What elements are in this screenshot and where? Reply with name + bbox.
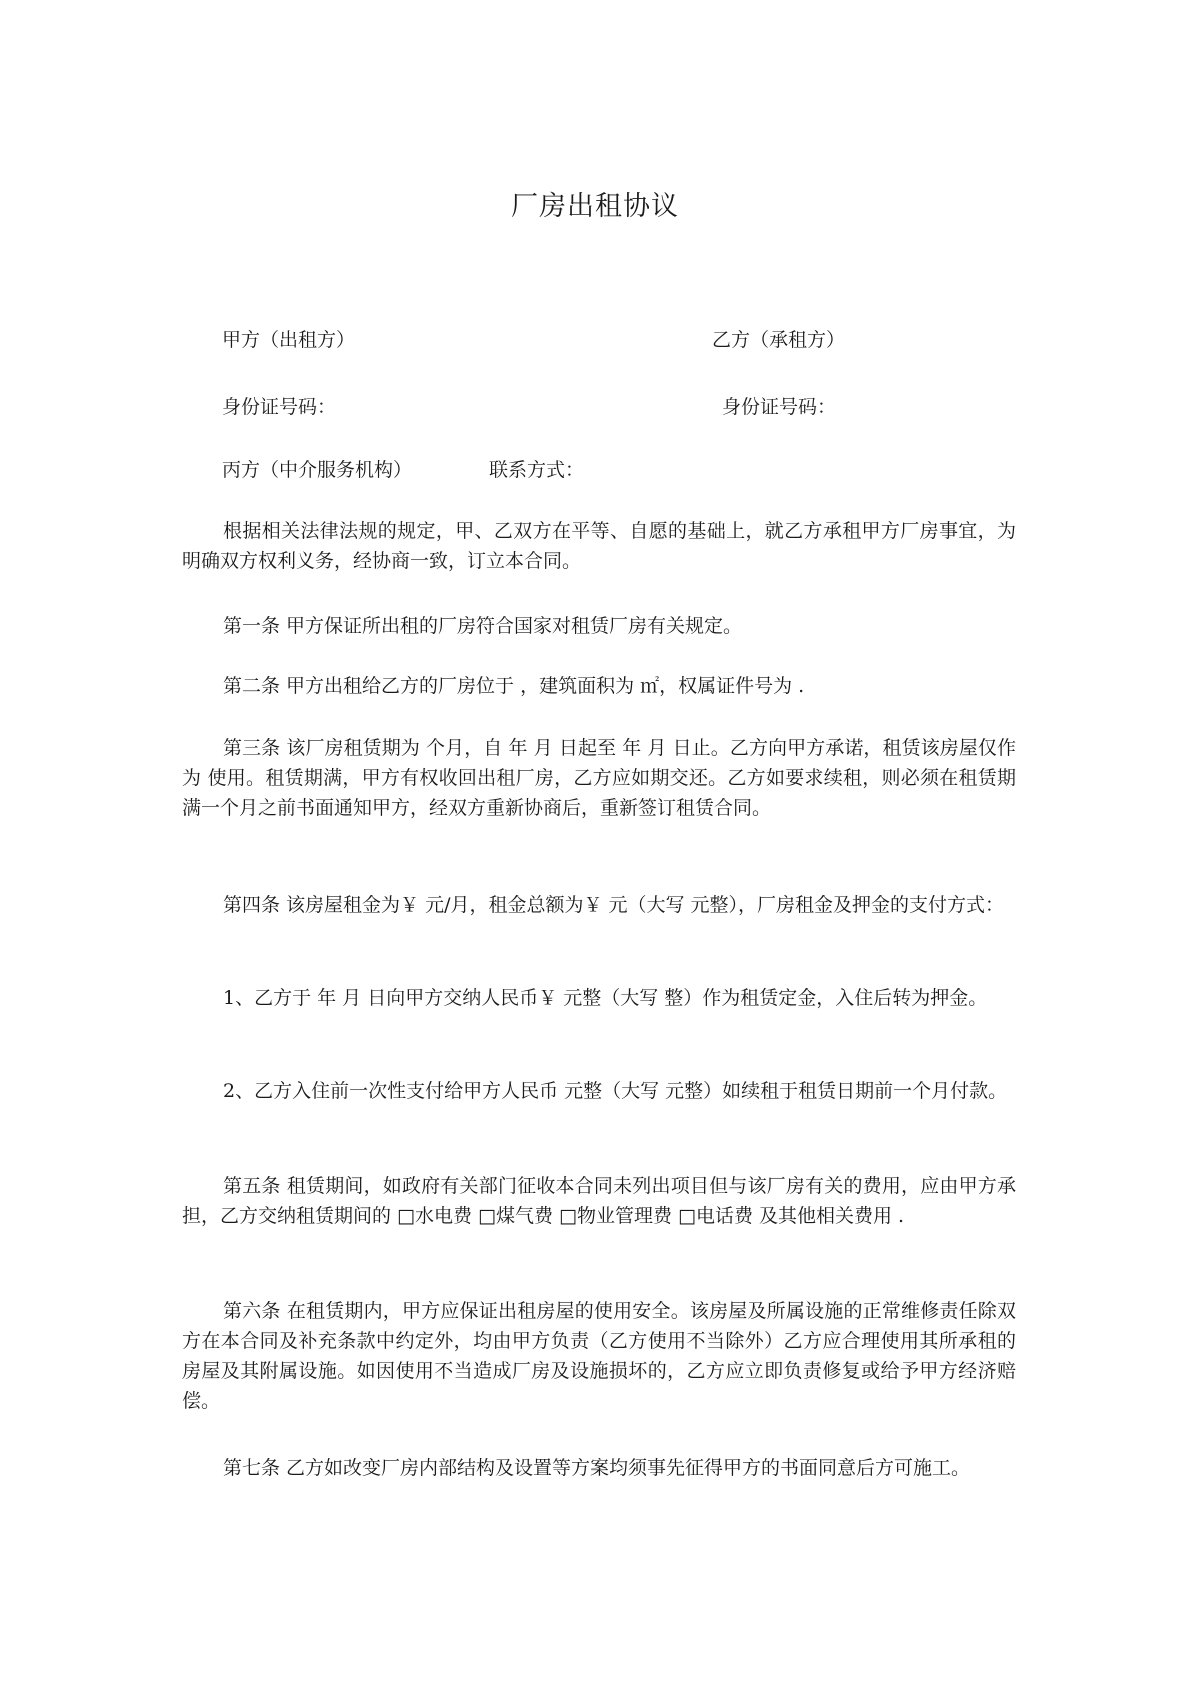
- clause-4: 第四条 该房屋租金为￥ 元/月，租金总额为￥ 元（大写 元整），厂房租金及押金的支付方式：: [223, 894, 1005, 916]
- clause-4-item-2: 2、乙方入住前一次性支付给甲方人民币 元整（大写 元整）如续租于租赁日期前一个月付款。: [223, 1080, 1008, 1102]
- clause-2: 第二条 甲方出租给乙方的厂房位于 ，建筑面积为 ㎡，权属证件号为 .: [223, 675, 805, 697]
- clause-3: 第三条 该厂房租赁期为 个月，自 年 月 日起至 年 月 日止。乙方向甲方承诺，租赁该房屋仅作为 使用。租赁期满，甲方有权收回出租厂房，乙方应如期交还。乙方如要求续租，则必须在租赁期满一个月之前书面通知甲方，经双方重新协商后，重新签订租赁合同。: [182, 737, 1016, 819]
- document-title: 厂房出租协议: [511, 191, 679, 222]
- contact-label: 联系方式：: [489, 459, 585, 481]
- preamble-paragraph: 根据相关法律法规的规定，甲、乙双方在平等、自愿的基础上，就乙方承租甲方厂房事宜，为明确双方权利义务，经协商一致，订立本合同。: [182, 520, 1016, 572]
- clause-5: 第五条 租赁期间，如政府有关部门征收本合同未列出项目但与该厂房有关的费用，应由甲方承担，乙方交纳租赁期间的 □水电费 □煤气费 □物业管理费 □电话费 及其他相关费用 .: [182, 1175, 1016, 1227]
- clause-1: 第一条 甲方保证所出租的厂房符合国家对租赁厂房有关规定。: [223, 615, 743, 637]
- clause-6: 第六条 在租赁期内，甲方应保证出租房屋的使用安全。该房屋及所属设施的正常维修责任除双方在本合同及补充条款中约定外，均由甲方负责（乙方使用不当除外）乙方应合理使用其所承租的房屋及其附属设施。如因使用不当造成厂房及设施损坏的，乙方应立即负责修复或给予甲方经济赔偿。: [182, 1300, 1016, 1412]
- clause-4-item-1: 1、乙方于 年 月 日向甲方交纳人民币￥ 元整（大写 整）作为租赁定金，入住后转为押金。: [223, 987, 988, 1009]
- party-a-id-label: 身份证号码：: [222, 396, 337, 418]
- party-b-id-label: 身份证号码：: [722, 396, 837, 418]
- clause-7: 第七条 乙方如改变厂房内部结构及设置等方案均须事先征得甲方的书面同意后方可施工。: [223, 1457, 971, 1479]
- party-b-label: 乙方（承租方）: [712, 329, 846, 351]
- party-c-label: 丙方（中介服务机构）: [222, 459, 413, 481]
- party-a-label: 甲方（出租方）: [222, 329, 356, 351]
